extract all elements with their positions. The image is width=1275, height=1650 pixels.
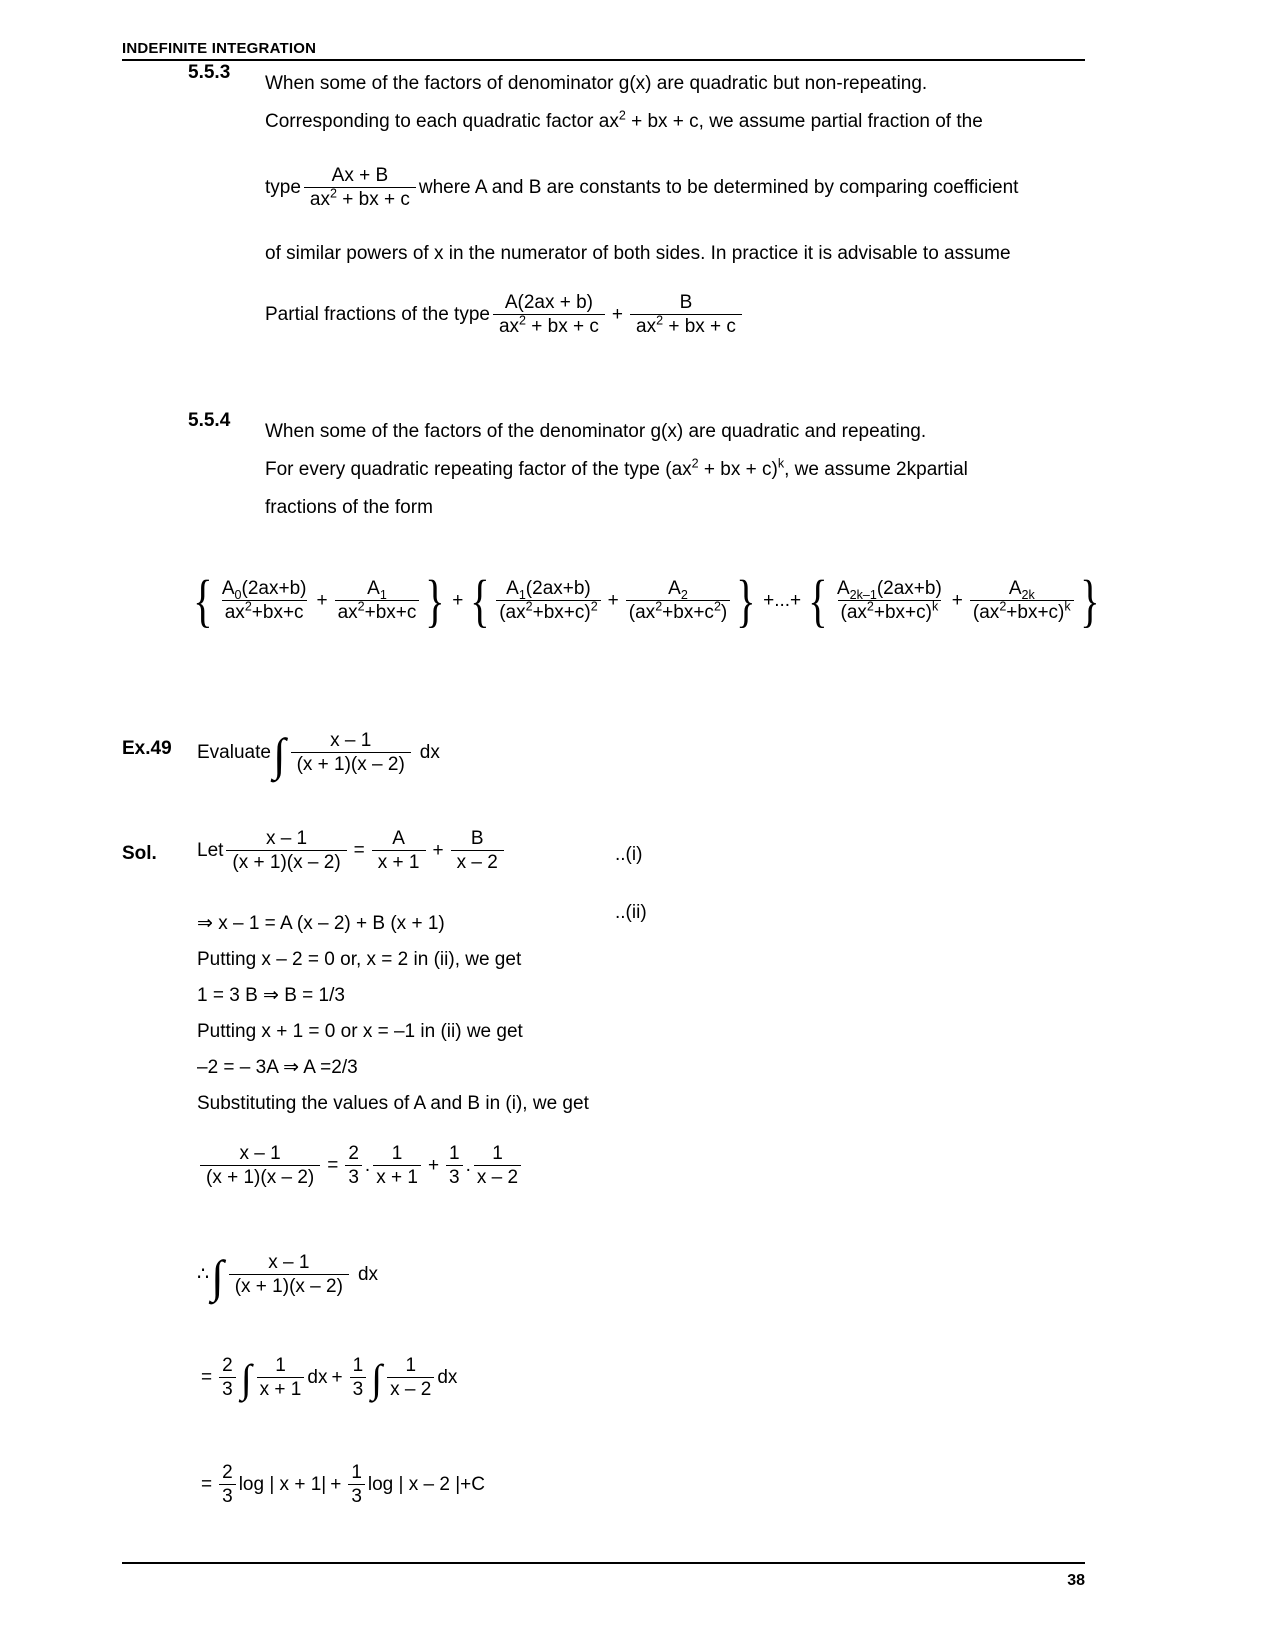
solution-label: Sol. (122, 843, 157, 864)
integral-icon-2: ∫ (371, 1356, 383, 1402)
let-lhs-fraction: $\frac{x - 1}{(x + 1)(x - 2)}$ (226, 828, 346, 874)
page-header (122, 40, 1085, 61)
dx-label: dx (357, 1263, 379, 1285)
solution-step-substituting: Substituting the values of A and B in (i), we get (197, 1093, 589, 1114)
evaluate-word: Evaluate (197, 741, 271, 763)
dx-label: dx (419, 741, 440, 763)
result1-dot-2: . (465, 1154, 471, 1176)
section-553-line1: When some of the factors of denominator g(x) are quadratic but non-repeating. (265, 73, 928, 94)
result2-integrand-fraction: $\frac{x - 1}{(x + 1)(x - 2)}$ (229, 1252, 349, 1298)
result1-dot-1: . (364, 1154, 371, 1176)
section-number-553: 5.5.3 (188, 62, 231, 83)
page-footer (122, 1562, 1085, 1590)
plus-sign: + (432, 839, 444, 861)
solution-step-ii: ⇒ x – 1 = A (x – 2) + B (x + 1) (197, 913, 445, 934)
partial-fraction-expansion-formula (190, 567, 1103, 633)
integral-icon: ∫ (211, 1250, 224, 1302)
solution-step-a-value: –2 = – 3A ⇒ A =2/3 (197, 1057, 358, 1078)
result4-constant: +C (460, 1473, 485, 1495)
plus-operator: + (611, 303, 623, 325)
section-554-line1: When some of the factors of the denominator g(x) are quadratic and repeating. (265, 421, 927, 442)
page-number: 38 (1067, 1572, 1085, 1589)
result4-one-third: $\frac{1}{3}$ (348, 1462, 365, 1508)
open-brace-2: { (470, 567, 491, 633)
therefore-icon: ∴ (197, 1264, 210, 1286)
fraction-numerator: Ax + B (331, 165, 389, 186)
section-553-line3-tail: where A and B are constants to be determined by comparing coefficient (418, 176, 1019, 198)
result1-equals: = (327, 1154, 339, 1176)
result1-two-thirds: $\frac{2}{3}$ (345, 1143, 362, 1189)
let-rhs-a-fraction: $\frac{A}{x + 1}$ (372, 828, 426, 874)
section-554-line3: fractions of the form (265, 497, 433, 518)
dx-label-2: dx (437, 1366, 458, 1388)
footer-divider (122, 1562, 1085, 1564)
plus-2: + (452, 589, 464, 611)
section-553-line3 (265, 165, 1018, 211)
term-a2k-minus-1-fraction: $\frac{A_{2k-1}(2ax+b)}{(ax^2+bx+c)^k}$ (836, 578, 942, 624)
header-divider (122, 59, 1085, 61)
result3-two-thirds: $\frac{2}{3}$ (219, 1355, 236, 1401)
close-brace-2: } (736, 567, 756, 633)
dx-label-1: dx (307, 1366, 328, 1388)
result4-log-term-2: log | x – 2 | (367, 1473, 461, 1495)
term-a1-fraction: $\frac{A_1}{ax^2+bx+c}$ (335, 578, 420, 624)
fraction-a2axb-over-quadratic: $\frac{A(2ax + b)}{ax^2 + bx + c}$ (493, 292, 605, 338)
section-number-554: 5.5.4 (188, 410, 231, 431)
example-label: Ex.49 (122, 738, 172, 759)
result3-plus: + (331, 1366, 343, 1388)
result4-log-term-1: log | x + 1| (238, 1473, 327, 1495)
section-554-line2: For every quadratic repeating factor of the type ($ax^2$ + bx + c)$^k$, we assume 2kpartial (265, 456, 968, 480)
solution-let-equation (197, 828, 507, 874)
solution-result-integral (197, 1250, 379, 1302)
let-rhs-b-fraction: $\frac{B}{x - 2}$ (451, 828, 504, 874)
section-553-line5 (265, 292, 745, 338)
equation-tag-ii: ..(ii) (615, 902, 647, 923)
close-brace-3: } (1079, 567, 1100, 633)
result1-one-over-xplus1: $\frac{1}{x + 1}$ (373, 1143, 421, 1189)
open-brace-3: { (808, 567, 828, 633)
section-553-line4: of similar powers of x in the numerator of both sides. In practice it is advisable to assume (265, 243, 1011, 264)
result3-one-over-xminus2: $\frac{1}{x - 2}$ (387, 1355, 434, 1401)
example-statement (197, 728, 440, 780)
plus-ellipsis: +...+ (763, 589, 802, 611)
result1-lhs-fraction: $\frac{x - 1}{(x + 1)(x - 2)}$ (200, 1143, 320, 1189)
section-553-line2: Corresponding to each quadratic factor $ax^2$ + bx + c, we assume partial fraction of the (265, 108, 983, 132)
solution-final-answer (197, 1462, 485, 1508)
plus-1: + (316, 589, 328, 611)
result4-two-thirds: $\frac{2}{3}$ (219, 1462, 236, 1508)
integral-icon: ∫ (272, 728, 286, 780)
fraction-denominator: $ax^2$ + bx + c (304, 187, 416, 210)
fraction-ax-b-over-quadratic (304, 165, 416, 211)
close-brace-1: } (425, 567, 446, 633)
result3-one-third: $\frac{1}{3}$ (350, 1355, 367, 1401)
header-title: INDEFINITE INTEGRATION (122, 40, 317, 57)
exponent-2: 2 (618, 108, 626, 123)
result3-equals: = (201, 1366, 213, 1388)
result4-equals: = (201, 1473, 213, 1495)
term-a1-2axb-fraction: $\frac{A_1(2ax+b)}{(ax^2+bx+c)^2}$ (496, 578, 600, 624)
plus-3: + (607, 589, 619, 611)
equation-tag-i: ..(i) (615, 844, 643, 865)
plus-4: + (951, 589, 963, 611)
result1-plus: + (427, 1154, 440, 1176)
result1-one-over-xminus2: $\frac{1}{x - 2}$ (474, 1143, 521, 1189)
open-brace-1: { (193, 567, 213, 633)
solution-step-putting-2: Putting x + 1 = 0 or x = –1 in (ii) we get (197, 1021, 523, 1042)
solution-step-putting-1: Putting x – 2 = 0 or, x = 2 in (ii), we get (197, 949, 522, 970)
type-label: type (265, 176, 301, 198)
let-word: Let (197, 839, 224, 861)
result1-one-third: $\frac{1}{3}$ (446, 1143, 463, 1189)
partial-fractions-label: Partial fractions of the type (265, 303, 490, 325)
result4-plus: + (330, 1473, 342, 1495)
integral-icon: ∫ (240, 1356, 252, 1402)
solution-step-b-value: 1 = 3 B ⇒ B = 1/3 (197, 985, 345, 1006)
result3-one-over-xplus1: $\frac{1}{x + 1}$ (257, 1355, 305, 1401)
fraction-b-over-quadratic: $\frac{B}{ax^2 + bx + c}$ (630, 292, 742, 338)
term-a2-fraction: $\frac{A_2}{(ax^2+bx+c^2)}$ (626, 578, 730, 624)
solution-result-decomposition (197, 1143, 524, 1189)
term-a0-fraction: $\frac{A_0(2ax+b)}{ax^2+bx+c}$ (221, 578, 307, 624)
equals-sign: = (353, 839, 365, 861)
term-a2k-fraction: $\frac{A_{2k}}{(ax^2+bx+c)^k}$ (970, 578, 1074, 624)
example-integrand-fraction: $\frac{x - 1}{(x + 1)(x - 2)}$ (291, 730, 411, 776)
solution-result-split-integrals (197, 1355, 457, 1401)
